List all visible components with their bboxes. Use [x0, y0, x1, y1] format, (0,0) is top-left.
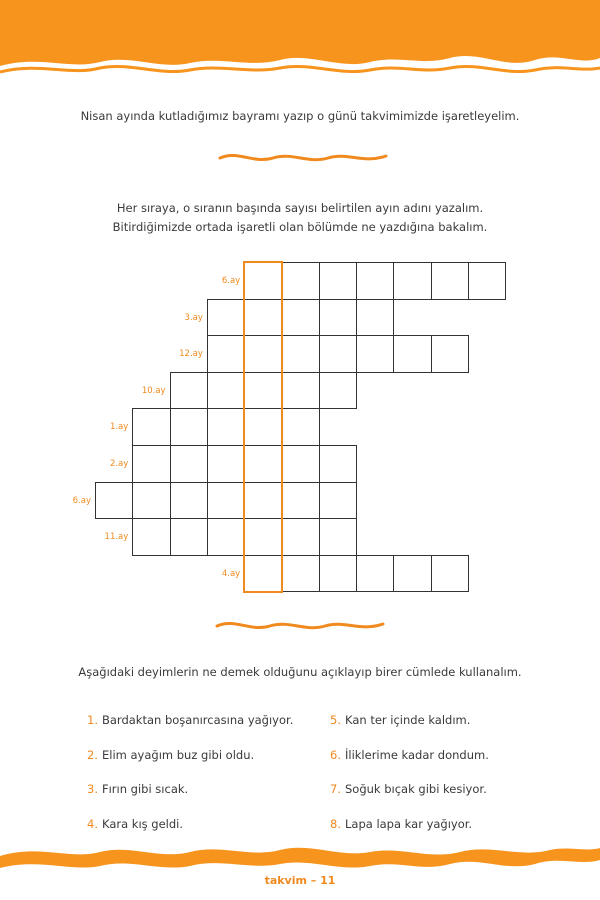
- row-label: 11.ay: [104, 532, 129, 543]
- bottom-wave-banner: [0, 838, 600, 900]
- idioms-instruction: Aşağıdaki deyimlerin ne demek olduğunu açıklayıp birer cümlede kullanalım.: [78, 665, 522, 679]
- crossword-cell[interactable]: [282, 262, 320, 300]
- crossword-cell[interactable]: [319, 262, 357, 300]
- idiom-number: 6.: [330, 747, 341, 762]
- idiom-number: 7.: [330, 782, 341, 796]
- crossword-cell[interactable]: [132, 518, 170, 556]
- crossword-cell[interactable]: [132, 482, 170, 520]
- row-label: 6.ay: [72, 495, 91, 506]
- crossword-cell[interactable]: [319, 335, 357, 373]
- row-label: 2.ay: [109, 459, 129, 469]
- crossword-cell[interactable]: [170, 408, 208, 446]
- row-label: 10.ay: [141, 385, 166, 396]
- idiom-number: 2.: [87, 747, 98, 762]
- idiom-number: 8.: [330, 816, 341, 831]
- crossword-cell[interactable]: [282, 555, 320, 593]
- top-wave-banner: [0, 0, 600, 90]
- highlighted-column: [243, 261, 283, 593]
- crossword-cell[interactable]: [282, 372, 320, 410]
- crossword-cell[interactable]: [95, 482, 133, 520]
- crossword-cell[interactable]: [132, 408, 170, 446]
- crossword-cell[interactable]: [319, 372, 357, 410]
- crossword-cell[interactable]: [431, 335, 469, 373]
- crossword-cell[interactable]: [356, 299, 394, 337]
- crossword-cell[interactable]: [207, 445, 245, 483]
- idiom-item: [87, 748, 254, 762]
- squiggle-divider-2: [215, 618, 385, 634]
- crossword-cell[interactable]: [319, 555, 357, 593]
- crossword-cell[interactable]: [319, 299, 357, 337]
- idiom-item: [87, 817, 183, 831]
- crossword-cell[interactable]: [207, 518, 245, 556]
- crossword-cell[interactable]: [393, 262, 431, 300]
- idiom-text: Bardaktan boşanırcasına yağıyor.: [101, 713, 294, 727]
- crossword-cell[interactable]: [282, 445, 320, 483]
- crossword-cell[interactable]: [356, 335, 394, 373]
- row-label: 12.ay: [179, 349, 203, 360]
- idiom-text: Kan ter içinde kaldım.: [344, 713, 471, 727]
- idiom-item: [330, 817, 472, 831]
- idiom-text: Soğuk bıçak gibi kesiyor.: [344, 782, 487, 796]
- crossword-cell[interactable]: [356, 555, 394, 593]
- idiom-item: [87, 782, 188, 796]
- crossword-cell[interactable]: [207, 372, 245, 410]
- crossword-cell[interactable]: [207, 299, 245, 337]
- puzzle-instruction-line1: Her sıraya, o sıranın başında sayısı belirtilen ayın adını yazalım.: [116, 201, 484, 215]
- idiom-number: 1.: [87, 713, 98, 727]
- crossword-cell[interactable]: [282, 335, 320, 373]
- idiom-text: Kara kış geldi.: [101, 816, 184, 831]
- crossword-cell[interactable]: [468, 262, 506, 300]
- crossword-cell[interactable]: [170, 445, 208, 483]
- row-label: 4.ay: [221, 568, 241, 579]
- crossword-cell[interactable]: [319, 445, 357, 483]
- crossword-cell[interactable]: [356, 262, 394, 300]
- idiom-number: 5.: [330, 713, 341, 727]
- idiom-item: [330, 748, 489, 762]
- crossword-cell[interactable]: [282, 408, 320, 446]
- crossword-cell[interactable]: [170, 518, 208, 556]
- idiom-text: İliklerime kadar dondum.: [344, 747, 489, 762]
- crossword-cell[interactable]: [282, 518, 320, 556]
- idiom-item: [330, 782, 487, 796]
- crossword-cell[interactable]: [319, 518, 357, 556]
- crossword-cell[interactable]: [393, 555, 431, 593]
- crossword-cell[interactable]: [207, 335, 245, 373]
- instruction-first: Nisan ayında kutladığımız bayramı yazıp o günü takvimimizde işaretleyelim.: [80, 109, 520, 123]
- crossword-cell[interactable]: [170, 372, 208, 410]
- crossword-cell[interactable]: [431, 262, 469, 300]
- idiom-text: Lapa lapa kar yağıyor.: [344, 816, 473, 831]
- row-label: 3.ay: [184, 312, 203, 323]
- idiom-item: [87, 713, 293, 727]
- crossword-cell[interactable]: [282, 482, 320, 520]
- idiom-item: [330, 713, 470, 727]
- crossword-cell[interactable]: [132, 445, 170, 483]
- idiom-text: Fırın gibi sıcak.: [101, 782, 189, 796]
- crossword-cell[interactable]: [170, 482, 208, 520]
- puzzle-instruction-line2: Bitirdiğimizde ortada işaretli olan bölümde ne yazdığına bakalım.: [112, 220, 488, 234]
- crossword-cell[interactable]: [207, 408, 245, 446]
- footer-page-label: takvim – 11: [264, 874, 336, 887]
- crossword-cell[interactable]: [282, 299, 320, 337]
- row-label: 1.ay: [109, 422, 129, 433]
- idiom-text: Elim ayağım buz gibi oldu.: [101, 747, 255, 762]
- crossword-cell[interactable]: [319, 482, 357, 520]
- idiom-number: 4.: [87, 816, 98, 831]
- crossword-cell[interactable]: [393, 335, 431, 373]
- idiom-number: 3.: [87, 782, 98, 796]
- squiggle-divider-1: [218, 150, 388, 166]
- row-label: 6.ay: [221, 276, 241, 286]
- crossword-cell[interactable]: [431, 555, 469, 593]
- crossword-cell[interactable]: [207, 482, 245, 520]
